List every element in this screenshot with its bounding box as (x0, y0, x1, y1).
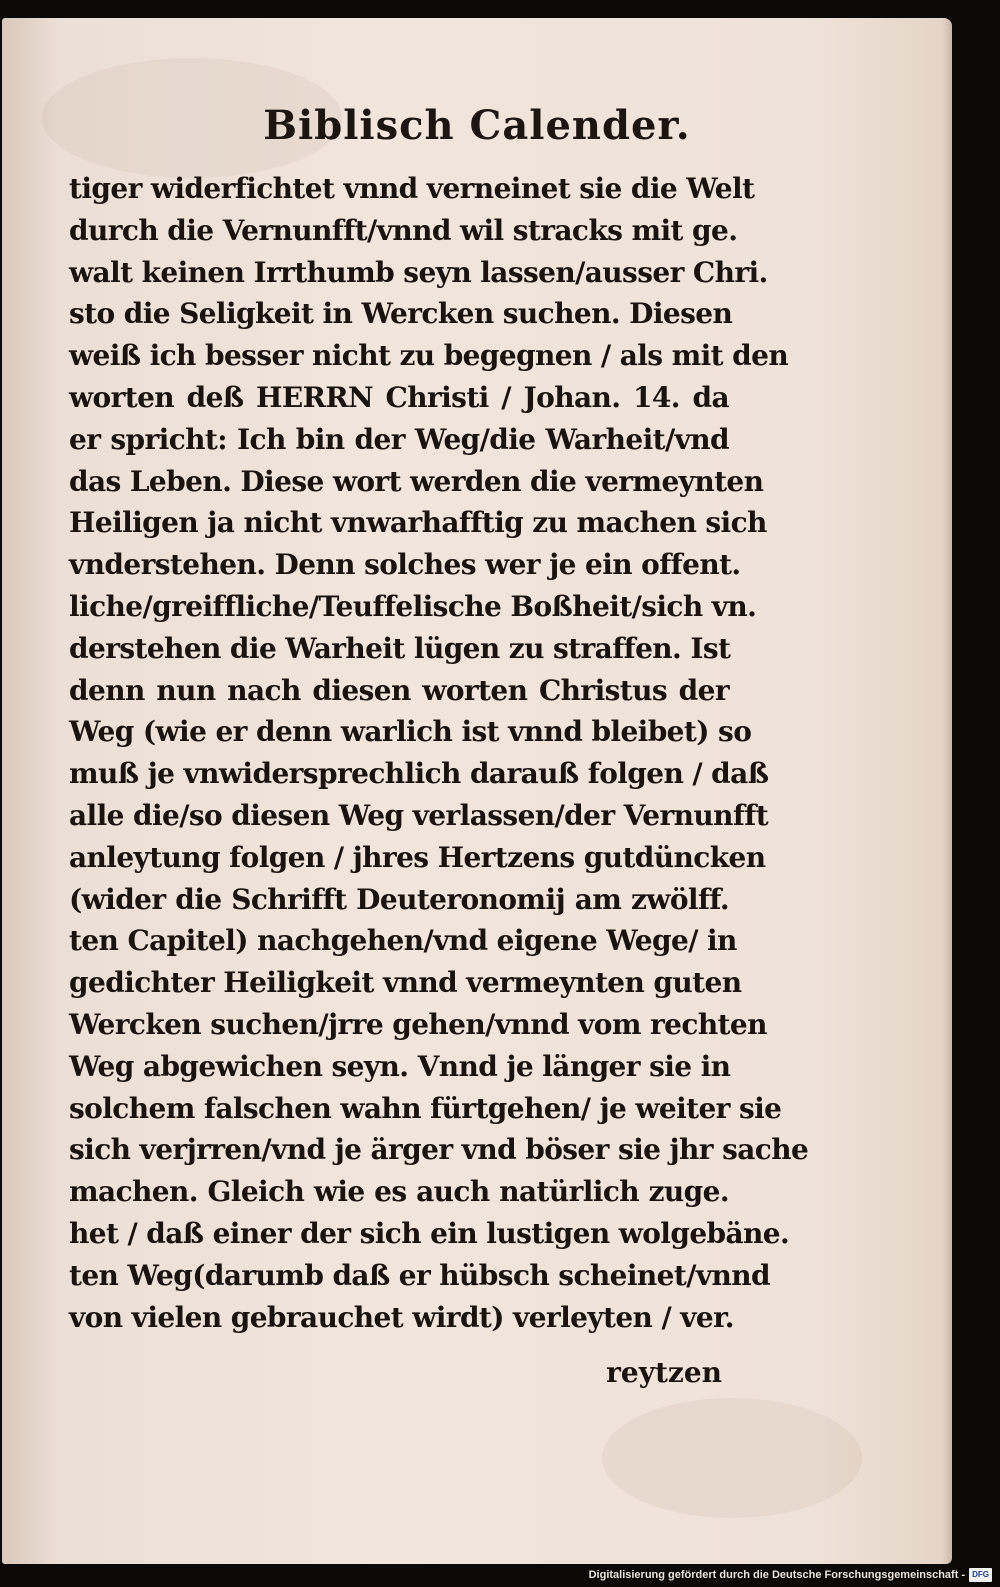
book-page (2, 18, 952, 1564)
text-line: denn nun nach diesen worten Christus der (69, 673, 729, 707)
text-line: durch die Vernunfft/vnnd wil stracks mit ge. (69, 213, 738, 247)
running-header: Biblisch Calender. (263, 102, 691, 149)
text-line: Weg (wie er denn warlich ist vnnd bleibet) so (69, 715, 752, 749)
text-line: sto die Seligkeit in Wercken suchen. Diesen (69, 297, 733, 331)
digitization-credit (589, 1565, 992, 1585)
text-line: anleytung folgen / jhres Hertzens gutdüncken (69, 840, 766, 874)
credit-text: Digitalisierung gefördert durch die Deutsche Forschungsgemeinschaft - (588, 1569, 966, 1581)
text-line: solchem falschen wahn fürtgehen/ je weiter sie (69, 1091, 782, 1125)
text-line: ten Capitel) nachgehen/vnd eigene Wege/ in (69, 924, 737, 958)
text-line: Weg abgewichen seyn. Vnnd je länger sie in (69, 1049, 731, 1083)
text-line: derstehen die Warheit lügen zu straffen. Ist (69, 631, 731, 665)
text-line: walt keinen Irrthumb seyn lassen/ausser Chri. (69, 255, 768, 289)
text-line: (wider die Schrifft Deuteronomij am zwölff. (69, 882, 729, 916)
text-line: het / daß einer der sich ein lustigen wolgebäne. (69, 1216, 790, 1250)
text-line: Wercken suchen/jrre gehen/vnnd vom rechten (69, 1007, 767, 1041)
dfg-logo-icon: DFG (969, 1568, 992, 1582)
text-line: alle die/so diesen Weg verlassen/der Vernunfft (69, 798, 769, 832)
text-line: vnderstehen. Denn solches wer je ein offent. (69, 548, 741, 582)
text-line: machen. Gleich wie es auch natürlich zuge. (69, 1175, 729, 1209)
page-edge-shadow (942, 18, 952, 1564)
text-line: worten deß HERRN Christi / Johan. 14. da (69, 380, 729, 414)
body-text (69, 168, 809, 1338)
text-line: tiger widerfichtet vnnd verneinet sie die Welt (69, 172, 755, 205)
text-line: er spricht: Ich bin der Weg/die Warheit/vnd (69, 422, 729, 456)
paper-stain (602, 1398, 862, 1518)
text-line: weiß ich besser nicht zu begegnen / als mit den (69, 339, 789, 373)
text-line: Heiligen ja nicht vnwarhafftig zu machen sich (69, 506, 767, 540)
text-line: ten Weg(darumb daß er hübsch scheinet/vnnd (69, 1258, 771, 1292)
catchword: reytzen (606, 1356, 722, 1389)
text-line: muß je vnwidersprechlich darauß folgen / daß (69, 757, 769, 791)
text-line: liche/greiffliche/Teuffelische Boßheit/sich vn. (69, 589, 757, 623)
text-line: gedichter Heiligkeit vnnd vermeynten guten (69, 966, 742, 1000)
text-line: von vielen gebrauchet wirdt) verleyten / ver. (69, 1300, 734, 1334)
text-line: das Leben. Diese wort werden die vermeynten (69, 464, 764, 498)
text-line: sich verjrren/vnd je ärger vnd böser sie jhr sache (69, 1133, 809, 1167)
